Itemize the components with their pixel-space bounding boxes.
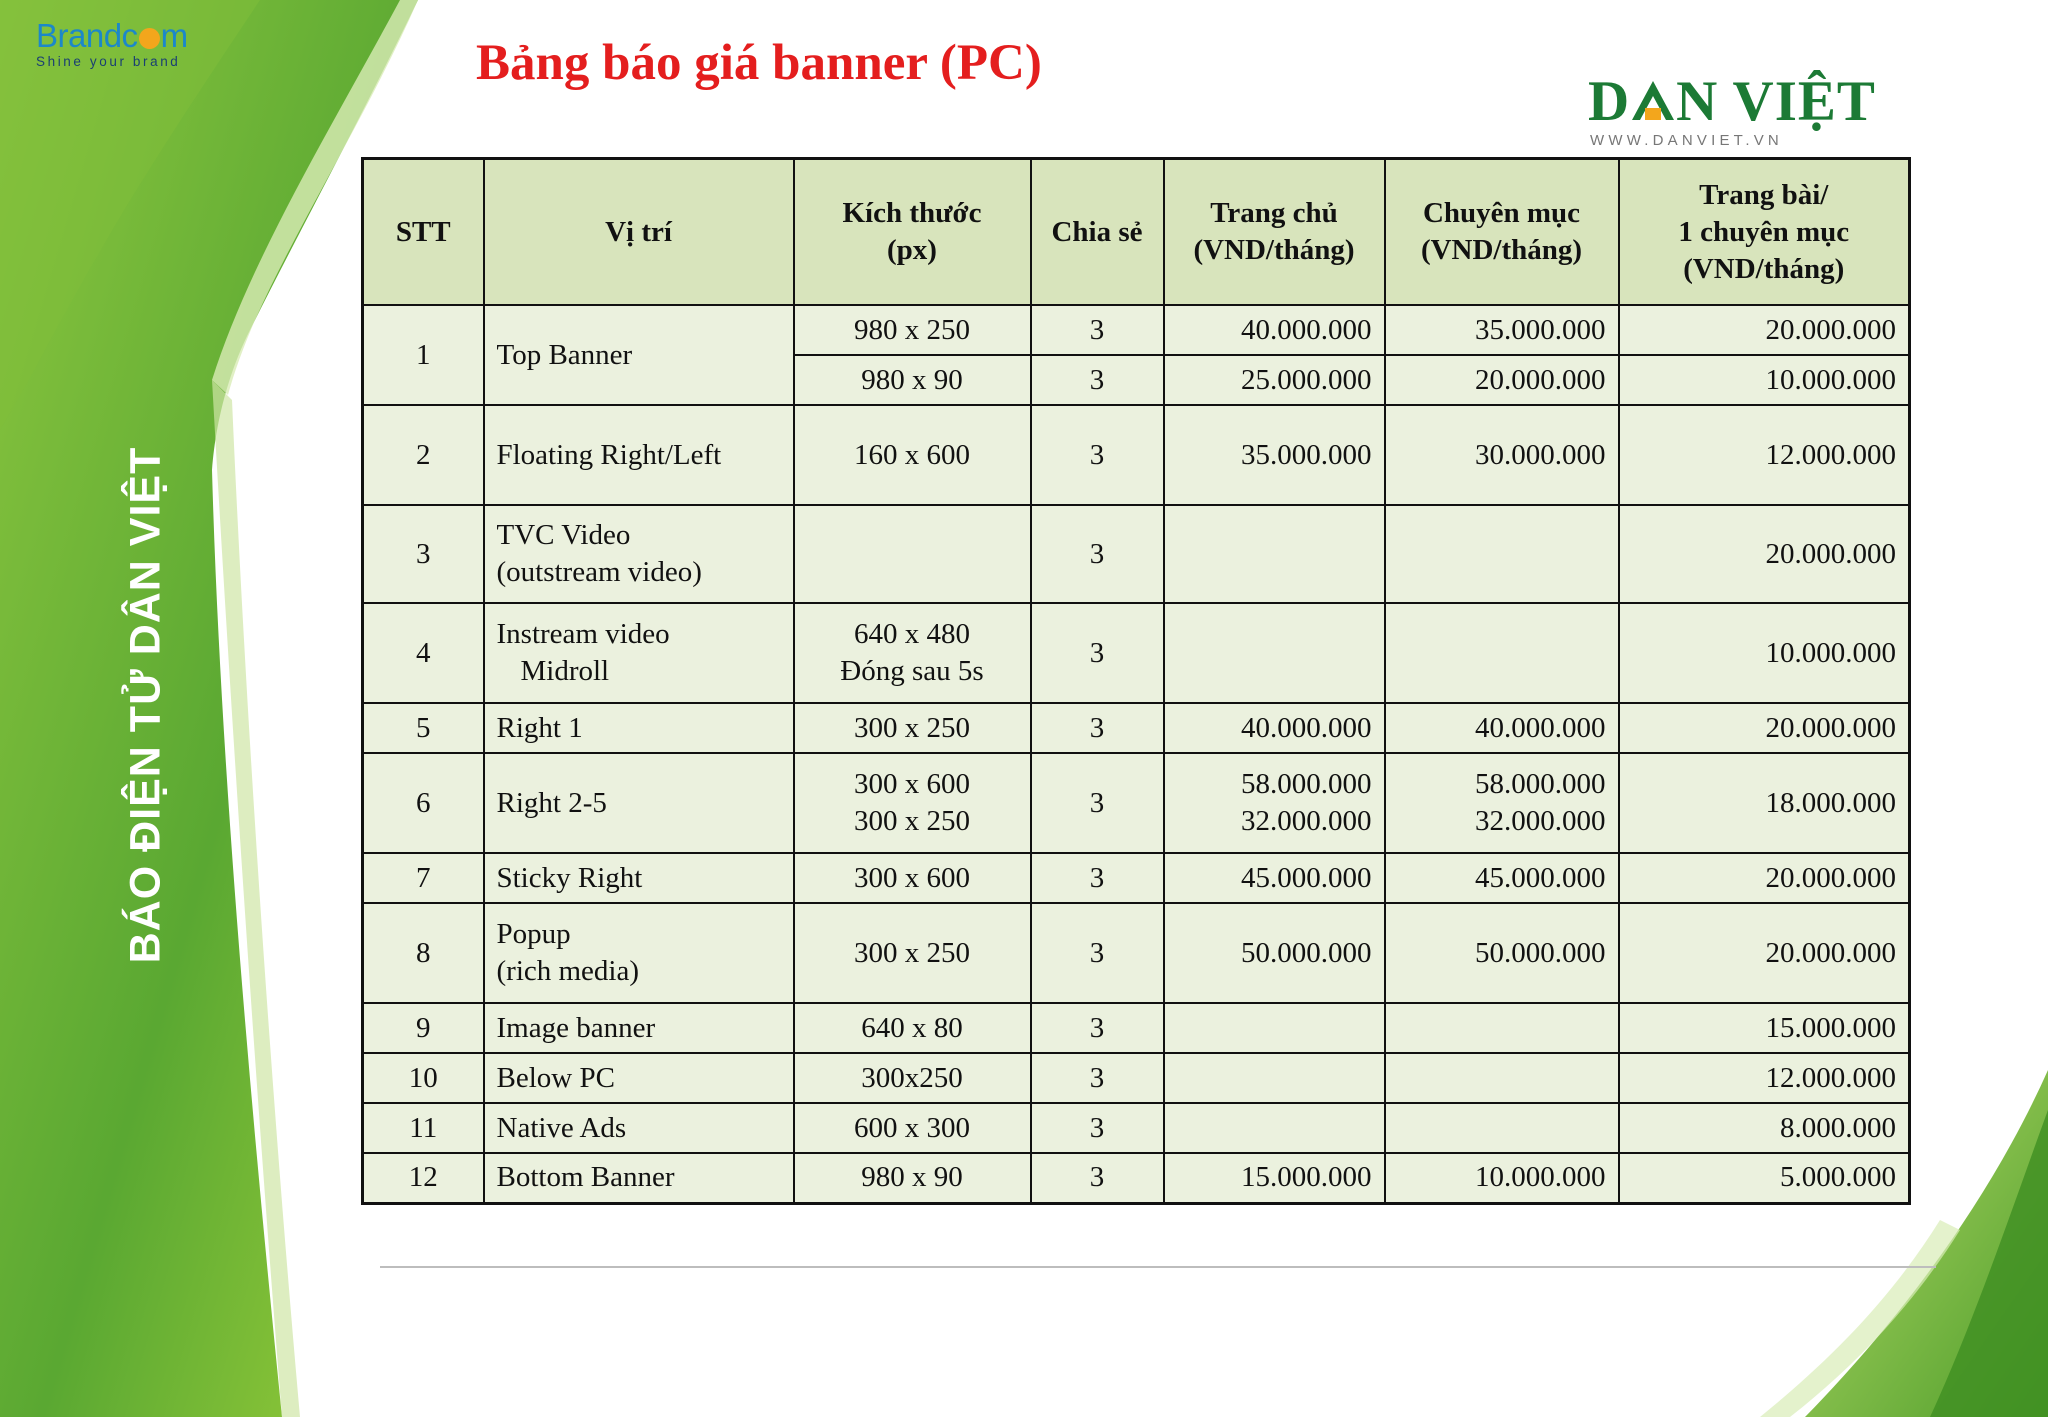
cell-size-text: 980 x 90 bbox=[861, 363, 963, 396]
cell-home-price bbox=[1164, 355, 1385, 405]
cell-position-text: (rich media) bbox=[496, 955, 640, 987]
cell-home-price-text: 58.000.000 bbox=[1241, 768, 1372, 800]
cell-category-price bbox=[1385, 505, 1619, 603]
cell-stt: 2 bbox=[363, 405, 484, 505]
header-text: Trang chủ bbox=[1210, 197, 1338, 229]
table-row bbox=[363, 1003, 1910, 1053]
cell-stt: 5 bbox=[363, 703, 484, 753]
cell-category-price-text: 30.000.000 bbox=[1475, 438, 1606, 471]
header-size bbox=[794, 159, 1031, 306]
cell-home-price bbox=[1164, 505, 1385, 603]
house-roof-icon bbox=[1630, 74, 1676, 118]
cell-home-price bbox=[1164, 1003, 1385, 1053]
cell-position bbox=[484, 505, 794, 603]
cell-category-price bbox=[1385, 703, 1619, 753]
cell-category-price bbox=[1385, 305, 1619, 355]
cell-size-text: 980 x 250 bbox=[854, 313, 970, 346]
header-text: Trang bài/ bbox=[1699, 178, 1829, 211]
cell-share: 3 bbox=[1031, 1003, 1164, 1053]
brandcom-logo: Brandc m Shine your brand bbox=[36, 17, 188, 69]
table-row bbox=[363, 703, 1910, 753]
header-share bbox=[1031, 159, 1164, 306]
cell-article-price: 5.000.000 bbox=[1619, 1153, 1910, 1203]
header-text: Vị trí bbox=[605, 215, 672, 248]
cell-home-price bbox=[1164, 903, 1385, 1003]
cell-size bbox=[794, 505, 1031, 603]
cell-size bbox=[794, 1153, 1031, 1203]
dan-viet-logo: D N VIỆT WWW.DANVIET.VN bbox=[1588, 72, 1940, 149]
cell-article-price: 12.000.000 bbox=[1619, 1053, 1910, 1103]
cell-stt: 11 bbox=[363, 1103, 484, 1153]
cell-size-text: 300 x 600 bbox=[854, 861, 970, 894]
cell-share: 3 bbox=[1031, 753, 1164, 853]
cell-size-text: 300 x 250 bbox=[854, 936, 970, 969]
cell-category-price-text: 40.000.000 bbox=[1475, 711, 1606, 744]
cell-position-text: Image banner bbox=[496, 1011, 656, 1044]
cell-home-price-text: 45.000.000 bbox=[1241, 861, 1372, 894]
cell-share: 3 bbox=[1031, 1053, 1164, 1103]
cell-position bbox=[484, 305, 794, 405]
cell-article-price: 20.000.000 bbox=[1619, 305, 1910, 355]
cell-position-text: Popup bbox=[496, 918, 571, 950]
table-row bbox=[363, 405, 1910, 505]
table-row bbox=[363, 753, 1910, 853]
cell-home-price-text: 35.000.000 bbox=[1241, 438, 1372, 471]
cell-share: 3 bbox=[1031, 305, 1164, 355]
cell-article-price: 20.000.000 bbox=[1619, 703, 1910, 753]
cell-category-price bbox=[1385, 903, 1619, 1003]
cell-article-price: 20.000.000 bbox=[1619, 903, 1910, 1003]
cell-position-text: TVC Video bbox=[496, 519, 631, 551]
cell-share: 3 bbox=[1031, 405, 1164, 505]
cell-share: 3 bbox=[1031, 853, 1164, 903]
cell-home-price bbox=[1164, 1103, 1385, 1153]
cell-home-price bbox=[1164, 853, 1385, 903]
header-row bbox=[363, 159, 1910, 306]
cell-position bbox=[484, 903, 794, 1003]
cell-home-price bbox=[1164, 753, 1385, 853]
cell-position-text: Sticky Right bbox=[496, 861, 643, 894]
header-text: (px) bbox=[887, 234, 937, 266]
cell-position-text: (outstream video) bbox=[496, 556, 702, 588]
cell-article-price: 18.000.000 bbox=[1619, 753, 1910, 853]
table-row bbox=[363, 1153, 1910, 1203]
cell-home-price-text: 50.000.000 bbox=[1241, 936, 1372, 969]
cell-position bbox=[484, 753, 794, 853]
cell-home-price-text: 40.000.000 bbox=[1241, 313, 1372, 346]
header-article bbox=[1619, 159, 1910, 306]
cell-share: 3 bbox=[1031, 603, 1164, 703]
cell-position bbox=[484, 853, 794, 903]
cell-size bbox=[794, 853, 1031, 903]
cell-size bbox=[794, 1103, 1031, 1153]
cell-size bbox=[794, 1003, 1031, 1053]
cell-category-price bbox=[1385, 1153, 1619, 1203]
cell-size bbox=[794, 753, 1031, 853]
cell-home-price bbox=[1164, 1053, 1385, 1103]
cell-home-price bbox=[1164, 305, 1385, 355]
cell-category-price-text: 45.000.000 bbox=[1475, 861, 1606, 894]
cell-article-price: 15.000.000 bbox=[1619, 1003, 1910, 1053]
cell-article-price: 10.000.000 bbox=[1619, 603, 1910, 703]
header-text: Chia sẻ bbox=[1051, 215, 1143, 248]
table-row bbox=[363, 903, 1910, 1003]
cell-stt: 8 bbox=[363, 903, 484, 1003]
cell-size bbox=[794, 405, 1031, 505]
header-text: (VND/tháng) bbox=[1420, 234, 1583, 266]
cell-stt: 3 bbox=[363, 505, 484, 603]
cell-share: 3 bbox=[1031, 703, 1164, 753]
cell-position-text: Top Banner bbox=[496, 338, 633, 371]
table-row bbox=[363, 1103, 1910, 1153]
table-body bbox=[363, 305, 1910, 1203]
table-row bbox=[363, 505, 1910, 603]
cell-position bbox=[484, 1003, 794, 1053]
cell-size bbox=[794, 305, 1031, 355]
cell-category-price bbox=[1385, 753, 1619, 853]
cell-category-price bbox=[1385, 1053, 1619, 1103]
cell-position-text: Native Ads bbox=[496, 1111, 627, 1144]
cell-stt: 4 bbox=[363, 603, 484, 703]
cell-category-price-text: 20.000.000 bbox=[1475, 363, 1606, 396]
cell-category-price-text: 10.000.000 bbox=[1475, 1161, 1606, 1194]
cell-size-text: 300 x 250 bbox=[854, 805, 970, 837]
cell-position-text: Floating Right/Left bbox=[496, 438, 722, 471]
cell-position bbox=[484, 703, 794, 753]
table-row bbox=[363, 305, 1910, 355]
header-text: (VND/tháng) bbox=[1683, 252, 1845, 285]
cell-stt: 10 bbox=[363, 1053, 484, 1103]
brand-tagline: Shine your brand bbox=[36, 54, 181, 69]
banner-price-table bbox=[361, 157, 1911, 1205]
cell-category-price-text: 58.000.000 bbox=[1475, 768, 1606, 800]
header-home bbox=[1164, 159, 1385, 306]
cell-home-price-text: 32.000.000 bbox=[1241, 805, 1372, 837]
cell-position-text: Below PC bbox=[496, 1061, 615, 1094]
cell-position-text: Right 2-5 bbox=[496, 786, 607, 819]
cell-article-price: 10.000.000 bbox=[1619, 355, 1910, 405]
cell-size-text: 640 x 480 bbox=[854, 618, 970, 650]
cell-category-price bbox=[1385, 1103, 1619, 1153]
footer-divider bbox=[380, 1266, 1936, 1268]
header-text: 1 chuyên mục bbox=[1678, 215, 1850, 248]
cell-home-price bbox=[1164, 603, 1385, 703]
header-text: (VND/tháng) bbox=[1193, 234, 1355, 266]
cell-category-price bbox=[1385, 853, 1619, 903]
cell-home-price-text: 40.000.000 bbox=[1241, 711, 1372, 744]
cell-stt: 12 bbox=[363, 1153, 484, 1203]
page-title: Bảng báo giá banner (PC) bbox=[476, 35, 1042, 91]
cell-share: 3 bbox=[1031, 903, 1164, 1003]
cell-share: 3 bbox=[1031, 1153, 1164, 1203]
cell-size bbox=[794, 355, 1031, 405]
cell-home-price bbox=[1164, 405, 1385, 505]
cell-size-text: 300 x 250 bbox=[854, 711, 970, 744]
cell-share: 3 bbox=[1031, 1103, 1164, 1153]
cell-share: 3 bbox=[1031, 505, 1164, 603]
header-text: STT bbox=[395, 215, 451, 248]
cell-size-text: 600 x 300 bbox=[854, 1111, 970, 1144]
cell-size bbox=[794, 703, 1031, 753]
cell-size bbox=[794, 603, 1031, 703]
cell-position bbox=[484, 1103, 794, 1153]
cell-size-text: 300x250 bbox=[861, 1061, 963, 1094]
cell-position-text: Midroll bbox=[520, 655, 610, 687]
cell-stt: 1 bbox=[363, 305, 484, 405]
cell-position-text: Instream video bbox=[496, 618, 670, 650]
cell-article-price: 20.000.000 bbox=[1619, 853, 1910, 903]
cell-size-text: Đóng sau 5s bbox=[840, 655, 984, 687]
cell-article-price: 8.000.000 bbox=[1619, 1103, 1910, 1153]
cell-share: 3 bbox=[1031, 355, 1164, 405]
cell-size-text: 160 x 600 bbox=[854, 438, 970, 471]
header-position bbox=[484, 159, 794, 306]
cell-category-price-text: 35.000.000 bbox=[1475, 313, 1606, 346]
side-label: BÁO ĐIỆN TỬ DÂN VIỆT bbox=[121, 446, 170, 964]
cell-position-text: Bottom Banner bbox=[496, 1161, 675, 1194]
header-category bbox=[1385, 159, 1619, 306]
cell-category-price-text: 50.000.000 bbox=[1475, 936, 1606, 969]
table-row bbox=[363, 853, 1910, 903]
cell-position bbox=[484, 405, 794, 505]
cell-position-text: Right 1 bbox=[496, 711, 583, 744]
cell-size-text: 980 x 90 bbox=[861, 1161, 963, 1194]
cell-stt: 9 bbox=[363, 1003, 484, 1053]
cell-category-price bbox=[1385, 603, 1619, 703]
header-text: Chuyên mục bbox=[1422, 197, 1581, 229]
cell-stt: 7 bbox=[363, 853, 484, 903]
cell-home-price-text: 25.000.000 bbox=[1241, 363, 1372, 396]
cell-position bbox=[484, 1053, 794, 1103]
cell-category-price bbox=[1385, 1003, 1619, 1053]
cell-category-price-text: 32.000.000 bbox=[1475, 805, 1606, 837]
cell-article-price: 12.000.000 bbox=[1619, 405, 1910, 505]
header-text: Kích thước bbox=[842, 197, 982, 229]
table-row bbox=[363, 603, 1910, 703]
cell-size bbox=[794, 1053, 1031, 1103]
cell-position bbox=[484, 1153, 794, 1203]
cell-home-price-text: 15.000.000 bbox=[1241, 1161, 1372, 1194]
cell-size bbox=[794, 903, 1031, 1003]
cell-home-price bbox=[1164, 703, 1385, 753]
table-header bbox=[363, 159, 1910, 306]
cell-home-price bbox=[1164, 1153, 1385, 1203]
header-stt bbox=[363, 159, 484, 306]
logo-dot-icon bbox=[139, 28, 160, 49]
cell-article-price: 20.000.000 bbox=[1619, 505, 1910, 603]
dan-viet-url: WWW.DANVIET.VN bbox=[1590, 132, 1783, 149]
cell-size-text: 300 x 600 bbox=[854, 768, 970, 800]
cell-stt: 6 bbox=[363, 753, 484, 853]
cell-category-price bbox=[1385, 405, 1619, 505]
table-row bbox=[363, 1053, 1910, 1103]
cell-size-text: 640 x 80 bbox=[861, 1011, 963, 1044]
cell-position bbox=[484, 603, 794, 703]
cell-category-price bbox=[1385, 355, 1619, 405]
